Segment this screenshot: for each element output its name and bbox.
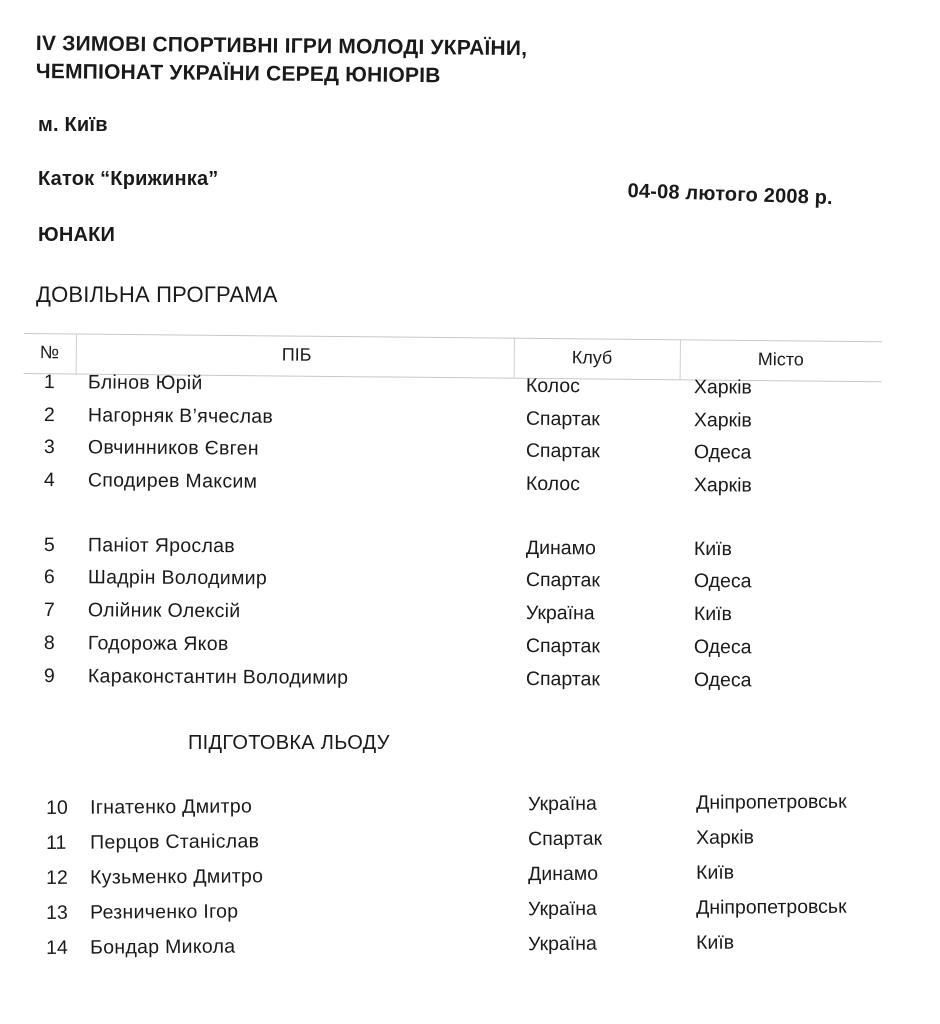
row-number: 7 [43, 599, 55, 622]
club-name: Україна [527, 932, 597, 956]
city-name: Одеса [693, 441, 752, 464]
column-header-name: ПІБ [281, 344, 312, 365]
athlete-name: Бондар Микола [89, 935, 236, 959]
athlete-name: Резниченко Ігор [89, 900, 239, 924]
category: ЮНАКИ [38, 224, 116, 246]
athlete-name: Годорожа Яков [87, 632, 229, 656]
city-name: Дніпропетровськ [695, 790, 847, 814]
row-number: 10 [46, 796, 68, 819]
ice-resurfacing-label: ПІДГОТОВКА ЛЬОДУ [188, 732, 390, 754]
club-name: Україна [525, 601, 595, 625]
club-name: Динамо [525, 536, 596, 560]
city-name: Київ [695, 931, 735, 954]
table-row [44, 665, 904, 696]
table-row [44, 436, 904, 469]
table-row [46, 825, 906, 858]
city-name: Київ [693, 602, 733, 626]
row-number: 9 [43, 665, 55, 688]
row-number: 4 [43, 469, 55, 492]
athlete-name: Кузьменко Дмитро [89, 865, 264, 889]
table-row [46, 860, 906, 893]
row-number: 3 [43, 436, 55, 459]
header-divider [680, 339, 681, 379]
city-name: Харків [693, 409, 752, 432]
city-name: Одеса [693, 569, 752, 593]
club-name: Спартак [525, 667, 600, 691]
row-number: 11 [46, 831, 67, 854]
club-name: Спартак [525, 439, 600, 463]
title-line-2: ЧЕМПІОНАТ УКРАЇНИ СЕРЕД ЮНІОРІВ [35, 60, 441, 88]
athlete-name: Овчинников Євген [87, 436, 259, 460]
row-number: 2 [43, 404, 55, 427]
row-number: 5 [43, 534, 55, 557]
athlete-name: Олійник Олексій [87, 599, 241, 623]
city-name: Харків [693, 376, 752, 399]
athlete-name: Перцов Станіслав [89, 830, 260, 854]
table-row [46, 930, 906, 963]
title-line-1: IV ЗИМОВІ СПОРТИВНІ ІГРИ МОЛОДІ УКРАЇНИ, [35, 32, 528, 61]
club-name: Україна [527, 897, 597, 921]
header-divider [514, 338, 515, 378]
city-name: Київ [693, 537, 733, 561]
city: м. Київ [38, 114, 108, 136]
club-name: Колос [525, 374, 580, 398]
city-name: Київ [695, 861, 735, 884]
city-name: Одеса [693, 668, 752, 692]
event-date: 04-08 лютого 2008 р. [627, 180, 834, 210]
city-name: Одеса [693, 635, 752, 659]
row-number: 1 [43, 371, 55, 394]
table-row [44, 566, 904, 597]
column-header-num: № [39, 342, 60, 363]
column-header-city: Місто [757, 349, 804, 370]
table-row [44, 599, 904, 630]
table-row [44, 404, 904, 437]
athlete-name: Паніот Ярослав [87, 534, 236, 558]
club-name: Спартак [525, 634, 600, 658]
athlete-name: Шадрін Володимир [87, 566, 268, 590]
club-name: Спартак [525, 407, 600, 431]
athlete-name: Сподирев Максим [87, 469, 258, 493]
club-name: Україна [527, 792, 597, 816]
club-name: Спартак [525, 568, 600, 592]
athlete-name: Ігнатенко Дмитро [89, 795, 253, 819]
table-row [44, 469, 904, 502]
row-number: 12 [46, 866, 68, 889]
club-name: Динамо [527, 862, 599, 886]
header-divider [76, 333, 77, 373]
rink: Каток “Крижинка” [38, 168, 219, 190]
club-name: Спартак [527, 827, 603, 851]
row-number: 6 [43, 566, 55, 589]
city-name: Харків [695, 826, 755, 849]
header-top-border [24, 333, 882, 342]
athlete-name: Караконстантин Володимир [87, 665, 349, 689]
column-header-club: Клуб [571, 347, 613, 368]
table-row [44, 534, 904, 565]
table-row [44, 632, 904, 663]
program-title: ДОВІЛЬНА ПРОГРАМА [36, 282, 278, 307]
row-number: 13 [46, 901, 68, 924]
table-row [44, 371, 904, 404]
row-number: 14 [46, 936, 68, 959]
table-row [46, 790, 906, 823]
table-row [46, 895, 906, 928]
club-name: Колос [525, 472, 580, 496]
athlete-name: Блінов Юрій [87, 371, 203, 395]
athlete-name: Нагорняк В’ячеслав [87, 404, 274, 428]
city-name: Дніпропетровськ [695, 895, 847, 919]
row-number: 8 [43, 632, 55, 655]
city-name: Харків [693, 474, 752, 497]
